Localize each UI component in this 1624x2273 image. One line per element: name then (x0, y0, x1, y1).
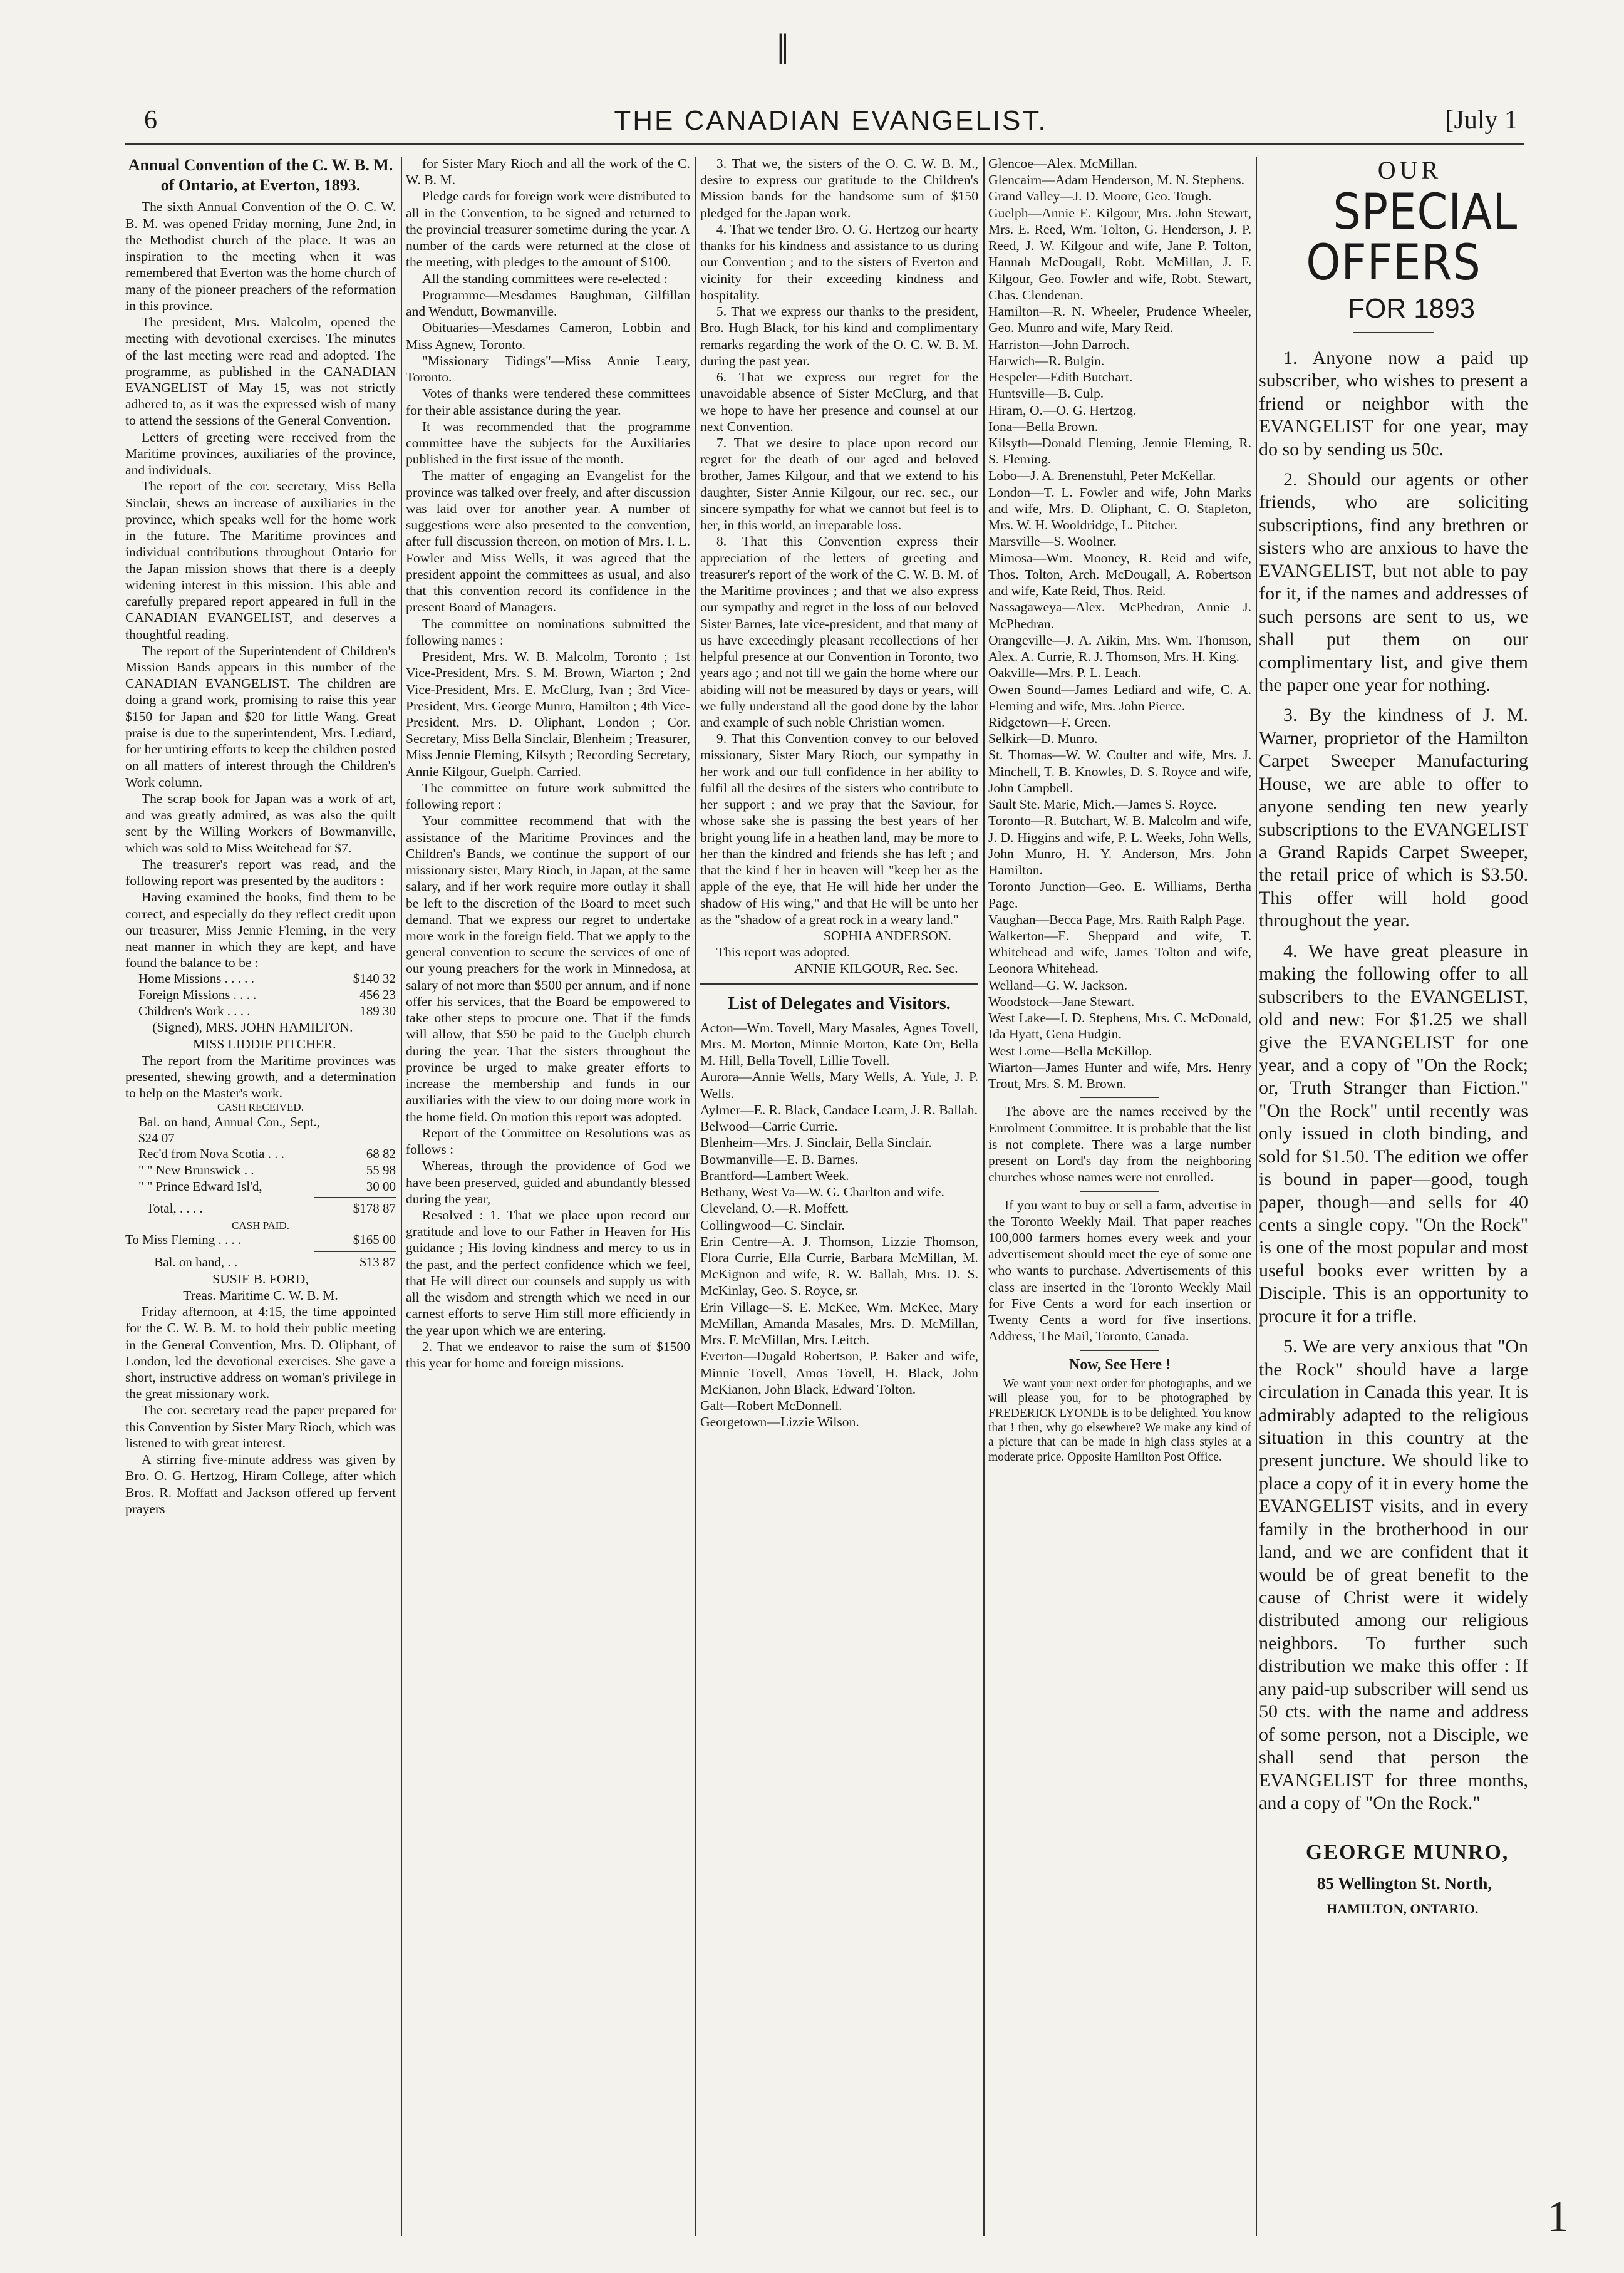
paragraph: for Sister Mary Rioch and all the work of the C. W. B. M. (406, 156, 690, 188)
paragraph: President, Mrs. W. B. Malcolm, Toronto ; 1st Vice-President, Mrs. S. M. Brown, Wiarton ; 2nd Vice-President, Mrs. E. McClurg, Ivan ; 3rd Vice-President, Mrs. George Munro, Hamilton ; 4th Vice-President, Mrs. D. Oliphant, London ; Cor. Secretary, Miss Bella Sinclair, Blenheim ; Treasurer, Miss Jennie Fleming, Kilsyth ; Recording Secretary, Annie Kilgour, Guelph. Carried. (406, 649, 690, 779)
paragraph: Report of the Committee on Resolutions was as follows : (406, 1125, 690, 1157)
publisher-name: GEORGE MUNRO, (1305, 1841, 1509, 1865)
section-rule (1080, 1191, 1159, 1192)
column-2 (406, 155, 690, 2241)
paragraph: Pledge cards for foreign work were distributed to all in the Convention, to be signed and returned to the provincial treasurer sometime during the year. A number of the cards were returned at the close of the meeting, with pledges to the amount of $100. (406, 189, 690, 270)
newspaper-title: THE CANADIAN EVANGELIST. (614, 105, 1048, 136)
delegate-entry: Walkerton—E. Sheppard and wife, T. Whitehead and wife, James Tolton and wife, Leonora Whitehead. (988, 928, 1251, 976)
delegate-entry: Georgetown—Lizzie Wilson. (700, 1414, 859, 1430)
cash-row (125, 1114, 396, 1146)
delegate-entry: Erin Village—S. E. McKee, Wm. McKee, Mary McMillan, Amanda Masales, Mrs. D. McMillan, Mrs. F. McMillan, Mrs. Leitch. (700, 1299, 978, 1348)
delegate-entry: Welland—G. W. Jackson. (988, 977, 1127, 993)
offers-our: OUR (1377, 156, 1442, 184)
row-label: Bal. on hand, Annual Con., Sept., $24 07 (138, 1114, 321, 1146)
delegate-entry: Orangeville—J. A. Aikin, Mrs. Wm. Thomson, Alex. A. Currie, R. J. Thomson, Mrs. H. King. (988, 632, 1251, 665)
paragraph: The report of the cor. secretary, Miss Bella Sinclair, shews an increase of auxiliaries in the province, which speaks well for the home work in the future. The Maritime provinces and individual contributions throughout Ontario for the Japan mission shows that there is a deeply widening interest in this mission. This able and carefully prepared report appeared in full in the CANADIAN EVANGELIST, and deserves a thoughtful reading. (125, 479, 396, 642)
column-3 (700, 155, 978, 2241)
delegate-entry: Hiram, O.—O. G. Hertzog. (988, 402, 1137, 418)
row-label: " " Prince Edward Isl'd, (138, 1178, 262, 1194)
row-label: Children's Work . . . . (138, 1003, 251, 1018)
row-value: 30 00 (366, 1178, 396, 1194)
offers-list (1259, 347, 1528, 1815)
cash-received-heading: CASH RECEIVED. (217, 1101, 304, 1114)
paragraph: Resolved : 1. That we place upon record our gratitude and love to our Father in Heaven for His guidance ; His loving kindness and mercy to us in the past, and the perfect confidence which we feel, that He will direct our counsels and supply us with all the wisdom and strength which we need in our carnest efforts to serve Him still more efficiently in the year upon which we are entering. (406, 1208, 690, 1338)
publisher-city: HAMILTON, ONTARIO. (1327, 1901, 1479, 1917)
delegate-entry: Glencoe—Alex. McMillan. (988, 156, 1138, 171)
row-label: Rec'd from Nova Scotia . . . (138, 1146, 284, 1162)
paragraph: Programme—Mesdames Baughman, Gilfillan and Wendutt, Bowmanville. (406, 287, 690, 319)
delegate-entry: Erin Centre—A. J. Thomson, Lizzie Thomson, Flora Currie, Ella Currie, Barbara McMillan, M. McKignon and wife, R. W. Ballah, Mrs. D. S. McKinlay, Geo. S. Royce, sr. (700, 1233, 978, 1298)
header-rule (125, 143, 1524, 145)
column-divider (983, 157, 985, 2236)
section-rule (1353, 332, 1434, 333)
delegate-entry: Grand Valley—J. D. Moore, Geo. Tough. (988, 189, 1212, 204)
signer-title: Treas. Maritime C. W. B. M. (183, 1287, 338, 1303)
offer-item: 2. Should our agents or other friends, who are soliciting subscriptions, find any brethren or sisters who are anxious to have the EVANGELIST, but not able to pay for it, if the names and addresses of such persons are sent to us, we shall put them on our complimentary list, and give them the paper one year for nothing. (1259, 469, 1528, 695)
delegate-entry: Hamilton—R. N. Wheeler, Prudence Wheeler, Geo. Munro and wife, Mary Reid. (988, 304, 1251, 336)
delegate-entry: Aurora—Annie Wells, Mary Wells, A. Yule, J. P. Wells. (700, 1069, 978, 1101)
paragraph: The report of the Superintendent of Children's Mission Bands appears in this number of the CANADIAN EVANGELIST. The children are doing a grand work, promising to raise this year $150 for Japan and $20 for little Wang. Great praise is due to the superintendent, Mrs. Lediard, for her untiring efforts to keep the children posted on all matters of interest through the Children's Work column. (125, 643, 396, 790)
balance-row (125, 1255, 396, 1271)
bal-label: Bal. on hand, . . (154, 1255, 238, 1270)
delegate-entry: Acton—Wm. Tovell, Mary Masales, Agnes Tovell, Mrs. M. Morton, Minnie Morton, Kate Orr, Bella M. Hill, Bella Tovell, Lillie Tovell. (700, 1020, 978, 1069)
signed-line: (Signed), MRS. JOHN HAMILTON. (152, 1020, 353, 1035)
paragraph: Obituaries—Mesdames Cameron, Lobbin and Miss Agnew, Toronto. (406, 320, 690, 352)
delegate-entry: Ridgetown—F. Green. (988, 714, 1111, 730)
photo-advertisement: We want your next order for photographs, and we will please you, for to be photographed by FREDERICK LYONDE is to be delighted. You know that ! then, why go elsewhere? We make any kind of a picture that can be made in high class styles at a moderate price. Opposite Hamilton Post Office. (988, 1377, 1251, 1464)
delegate-entry: Harriston—John Darroch. (988, 336, 1130, 352)
delegate-entry: Iona—Bella Brown. (988, 418, 1099, 434)
paragraph: Whereas, through the providence of God we have been preserved, guided and abundantly blessed during the year, (406, 1158, 690, 1206)
paragraph: The president, Mrs. Malcolm, opened the meeting with devotional exercises. The minutes of the last meeting were read and adopted. The programme, as published in the CANADIAN EVANGELIST of May 15, was not strictly adhered to, as it was the expressed wish of many to attend the sessions of the General Convention. (125, 314, 396, 428)
paragraph: The treasurer's report was read, and the following report was presented by the auditors : (125, 856, 396, 889)
paragraph: The committee on future work submitted the following report : (406, 780, 690, 812)
paragraph: The committee on nominations submitted the following names : (406, 616, 690, 648)
balance-row (125, 987, 396, 1003)
resolution-paragraph: 4. That we tender Bro. O. G. Hertzog our hearty thanks for his kindness and assistance to us during our Convention ; and to the sisters of Everton and vicinity for their exceeding kindness and hospitality. (700, 221, 978, 303)
article-body-continued (125, 1303, 396, 1517)
delegate-entry: Sault Ste. Marie, Mich.—James S. Royce. (988, 797, 1217, 812)
signed-line-2: MISS LIDDIE PITCHER. (193, 1036, 336, 1052)
paragraph: All the standing committees were re-elected : (422, 271, 668, 286)
delegate-entry: Collingwood—C. Sinclair. (700, 1217, 845, 1233)
delegate-entry: Vaughan—Becca Page, Mrs. Raith Ralph Page. (988, 911, 1246, 927)
delegate-entry: St. Thomas—W. W. Coulter and wife, Mrs. J. Minchell, T. B. Knowles, D. S. Royce and wife, John Campbell. (988, 747, 1251, 795)
paragraph: The matter of engaging an Evangelist for the province was talked over freely, and after discussion was laid over for another year. A number of suggestions were also presented to the convention, after full discussion thereon, on motion of Mrs. I. L. Fowler and Miss Wells, it was agreed that the president appoint the committees as usual, and also that this convention record its confidence in the present Board of Managers. (406, 468, 690, 615)
total-value: $178 87 (353, 1201, 396, 1216)
delegate-entry: Glencairn—Adam Henderson, M. N. Stephens. (988, 172, 1244, 188)
column-divider (401, 157, 402, 2236)
paragraph: Friday afternoon, at 4:15, the time appointed for the C. W. B. M. to hold their public meeting in the General Convention, Mrs. D. Oliphant, of London, led the devotional exercises. She gave a short, instructive address on woman's privilege in the great missionary work. (125, 1304, 396, 1402)
cash-row (125, 1179, 396, 1195)
delegate-entry: Nassagaweya—Alex. McPhedran, Annie J. McPhedran. (988, 599, 1251, 631)
section-rule (1080, 1350, 1159, 1351)
delegate-entry: Bethany, West Va—W. G. Charlton and wife. (700, 1184, 944, 1200)
mail-advertisement: If you want to buy or sell a farm, advertise in the Toronto Weekly Mail. That paper reaches 100,000 farmers homes every week and your advertisement should meet the eye of some one who wants to purchase. Advertisements of this class are inserted in the Toronto Weekly Mail for Five Cents a word for each insertion or Twenty Cents a word for five insertions. Address, The Mail, Toronto, Canada. (988, 1197, 1251, 1344)
delegate-entry: Guelph—Annie E. Kilgour, Mrs. John Stewart, Mrs. E. Reed, Wm. Tolton, G. Henderson, J. P. Reed, J. W. Kilgour and wife, Jane P. Tolton, Hannah McDougall, Robt. McMillan, J. F. Kilgour, Geo. Fowler and wife, Robt. Stewart, Chas. Clendenan. (988, 205, 1251, 303)
delegate-entry: Galt—Robert McDonnell. (700, 1398, 842, 1414)
paragraph: Letters of greeting were received from the Maritime provinces, auxiliaries of the province, and individuals. (125, 429, 396, 478)
paid-row (125, 1232, 396, 1248)
delegate-entry: Aylmer—E. R. Black, Candace Learn, J. R. Ballah. (700, 1102, 978, 1117)
delegate-entry: Selkirk—D. Munro. (988, 731, 1098, 747)
paragraph: The sixth Annual Convention of the O. C. W. B. M. was opened Friday morning, June 2nd, in the Methodist church of the place. It was an inspiration to the meeting when it was remembered that Everton was the home church of many of the pioneer preachers of the reformation in this province. (125, 199, 396, 313)
photo-ad-heading: Now, See Here ! (1068, 1356, 1171, 1373)
column-1 (125, 155, 396, 2241)
offer-item: 1. Anyone now a paid up subscriber, who wishes to present a friend or neighbor with the EVANGELIST for one year, may do so by sending us 50c. (1259, 347, 1528, 460)
row-value: 456 23 (359, 987, 396, 1003)
column-divider (695, 157, 696, 2236)
paragraph: Votes of thanks were tendered these committees for their able assistance during the year. (406, 386, 690, 418)
delegate-entry: Harwich—R. Bulgin. (988, 353, 1105, 368)
section-rule (700, 983, 978, 985)
cash-row (125, 1146, 396, 1162)
enrolment-note: The above are the names received by the Enrolment Committee. It is probable that the list is not complete. There was a large number present on Lord's day from the neighboring churches whose names were not enrolled. (988, 1104, 1251, 1185)
row-value: 68 82 (366, 1146, 396, 1162)
offer-item: 4. We have great pleasure in making the following offer to all subscribers to the EVANGELIST, old and new: For $1.25 we shall give the EVANGELIST for one year, and a copy of "On the Rock; or, Truth Stranger than Fiction." "On the Rock" until recently was only issued in cloth binding, and sold for $1.50. The edition we offer is bound in paper—good, tough paper, though—and sells for 40 cents a single copy. "On the Rock" is one of the most popular and most useful books ever written by a Disciple. This is an opportunity to procure it for a trifle. (1259, 940, 1528, 1327)
row-label: " " New Brunswick . . (138, 1162, 254, 1178)
section-rule (1080, 1097, 1159, 1098)
delegates-list (700, 1020, 978, 1431)
delegate-entry: Blenheim—Mrs. J. Sinclair, Bella Sinclair. (700, 1135, 932, 1151)
bottom-mark: 1 (1547, 2193, 1569, 2241)
resolution-paragraph: 8. That this Convention express their appreciation of the letters of greeting and treasurer's report of the work of the C. W. B. M. of the Maritime provinces ; and that we also express our sympathy and regret in the loss of our beloved Sister Barnes, late vice-president, and that many of us have exceedingly pleasant recollections of her helpful presence at our Convention in Toronto, two years ago ; and not till we gain the home where our abiding will not be measured by days or years, will we fully understand all the good done by the labor and example of such noble Christian women. (700, 534, 978, 730)
paid-value: $165 00 (353, 1232, 396, 1248)
delegate-entry: Cleveland, O.—R. Moffett. (700, 1201, 849, 1216)
row-value: $140 32 (353, 971, 396, 986)
sum-rule (314, 1197, 396, 1198)
paragraph: Having examined the books, find them to be correct, and especially do they reflect credit upon our treasurer, Miss Jennie Fleming, in the very neat manner in which they are kept, and have found the balance to be : (125, 889, 396, 971)
delegate-entry: Brantford—Lambert Week. (700, 1168, 849, 1183)
signer-name: SUSIE B. FORD, (212, 1271, 309, 1287)
sum-rule (314, 1251, 396, 1252)
balance-row (125, 971, 396, 987)
delegate-entry: Woodstock—Jane Stewart. (988, 993, 1135, 1009)
delegate-entry: Bowmanville—E. B. Barnes. (700, 1151, 859, 1167)
signature-kilgour: ANNIE KILGOUR, Rec. Sec. (794, 961, 958, 976)
delegate-entry: Oakville—Mrs. P. L. Leach. (988, 665, 1142, 681)
cash-received-table (125, 1114, 396, 1194)
paragraph: The scrap book for Japan was a work of art, and was greatly admired, as was also the quilt sent by the Willing Workers of Bowmanville, which was sold to Miss Weitehead for $7. (125, 790, 396, 856)
balance-table (125, 971, 396, 1019)
adopted-line: This report was adopted. (716, 945, 851, 960)
article-body (125, 199, 396, 971)
delegate-entry: Toronto—R. Butchart, W. B. Malcolm and wife, J. D. Higgins and wife, P. L. Weeks, John Wells, John Munro, H. Y. Anderson, Mrs. John Hamilton. (988, 813, 1251, 878)
resolutions-body (700, 155, 978, 928)
cash-row (125, 1162, 396, 1179)
resolution-paragraph: 6. That we express our regret for the unavoidable absence of Sister McClurg, and that we hope to have her presence and counsel at our next Convention. (700, 370, 978, 434)
delegate-entry: Owen Sound—James Lediard and wife, C. A. Fleming and wife, Mrs. John Pierce. (988, 681, 1251, 713)
paragraph: It was recommended that the programme committee have the subjects for the Auxiliaries published in the first issue of the month. (406, 418, 690, 467)
bal-value: $13 87 (359, 1255, 396, 1270)
delegate-entry: West Lake—J. D. Stephens, Mrs. C. McDonald, Ida Hyatt, Gena Hudgin. (988, 1010, 1251, 1042)
publisher-address: 85 Wellington St. North, (1316, 1873, 1492, 1893)
delegates-heading: List of Delegates and Visitors. (728, 993, 951, 1013)
paragraph: Your committee recommend that with the assistance of the Maritime Provinces and the Children's Bands, we continue the support of our missionary sister, Mary Rioch, in Japan, at the same salary, and if her work require more outlay it shall be left to the discretion of the Board to meet such demand. That we express our regret to undertake more work in the foreign field. That we apply to the general convention to secure the services of one of our young preachers for the work in Minnedosa, at salary of not more than $500 per annum, and if none offer his services, that the Board be empowered to take other steps to procure one. That if the funds will allow, that $50 be paid to the Guelph church during the year. That the sisters throughout the province be urged to make greater efforts to increase the membership and funds in our auxiliaries with the view to our doing more work in the home field. On motion this report was adopted. (406, 813, 690, 1124)
paragraph: The cor. secretary read the paper prepared for this Convention by Sister Mary Rioch, which was listened to with great interest. (125, 1402, 396, 1451)
row-value: 55 98 (366, 1162, 396, 1178)
delegate-entry: Kilsyth—Donald Fleming, Jennie Fleming, R. S. Fleming. (988, 435, 1251, 467)
row-label: Foreign Missions . . . . (138, 987, 257, 1003)
delegate-entry: Mimosa—Wm. Mooney, R. Reid and wife, Thos. Tolton, Arch. McDougall, A. Robertson and wife, Kate Reid, Thos. Reid. (988, 550, 1251, 599)
delegate-entry: Marsville—S. Woolner. (988, 534, 1117, 549)
delegate-entry: London—T. L. Fowler and wife, John Marks and wife, Mrs. D. Oliphant, C. O. Stapleton, Mrs. W. H. Wooldridge, L. Pitcher. (988, 484, 1251, 533)
total-row (125, 1201, 396, 1217)
total-label: Total, . . . . (146, 1201, 203, 1216)
paragraph: "Missionary Tidings"—Miss Annie Leary, Toronto. (406, 353, 690, 385)
delegate-entry: Belwood—Carrie Currie. (700, 1119, 838, 1134)
cash-paid-heading: CASH PAID. (232, 1219, 289, 1231)
page-number: 6 (144, 106, 157, 135)
paid-label: To Miss Fleming . . . . (125, 1232, 242, 1248)
delegate-entry: Wiarton—James Hunter and wife, Mrs. Henry Trout, Mrs. S. M. Brown. (988, 1059, 1251, 1092)
resolution-paragraph: 3. That we, the sisters of the O. C. W. B. M., desire to express our gratitude to the Children's Mission bands for the handsome sum of $150 pledged for the Japan work. (700, 156, 978, 220)
resolution-paragraph: 7. That we desire to place upon record our regret for the death of our aged and beloved brother, James Kilgour, and that we extend to his daughter, Sister Annie Kilgour, our rec. sec., our sincere sympathy for what we cannot but feel is to her, in this world, an irreparable loss. (700, 435, 978, 533)
offers-title: SPECIAL OFFERS (1306, 184, 1518, 292)
article-title: Annual Convention of the C. W. B. M. of Ontario, at Everton, 1893. (128, 156, 393, 194)
issue-date: [July 1 (1445, 106, 1518, 135)
column-divider (1256, 157, 1257, 2236)
delegate-entry: Hespeler—Edith Butchart. (988, 370, 1133, 385)
offer-item: 5. We are very anxious that "On the Rock" should have a large circulation in Canada this year. It is admirably adapted to the religious situation in this country at the present juncture. We should like to place a copy of it in every home the EVANGELIST visits, and in every family in the brotherhood in our land, and we are confident that it would be of great benefit to the cause of Christ were it widely distributed among our religious neighbors. To further such distribution we make this offer : If any paid-up subscriber will send us 50 cts. with the name and address of some person, not a Disciple, we shall send that person the EVANGELIST for three months, and a copy of "On the Rock." (1259, 1336, 1528, 1813)
paragraph: A stirring five-minute address was given by Bro. O. G. Hertzog, Hiram College, after which Bros. R. Moffatt and Jackson offered up fervent prayers (125, 1452, 396, 1516)
column-4 (988, 155, 1251, 2241)
resolution-paragraph: 9. That this Convention convey to our beloved missionary, Sister Mary Rioch, our sympathy in her work and our full confidence in her ability to fulfil all the desires of the sisters who contribute to her support ; and we pray that the Saviour, for whose sake she is passing the best years of her bright young life in a heathen land, may be more to her than the kindred and friends she has left ; and that the kind f her in heaven will "keep her as the apple of the eye, that He will hide her under the shadow of His wing," and that He will be unto her as the "shadow of a great rock in a weary land." (700, 731, 978, 927)
special-offers (1259, 155, 1528, 1925)
top-mark: ǁ (777, 26, 789, 74)
delegate-entry: Everton—Dugald Robertson, P. Baker and wife, Minnie Tovell, Amos Tovell, H. Black, John McKianon, John Black, Edward Tolton. (700, 1349, 978, 1397)
signature-anderson: SOPHIA ANDERSON. (823, 928, 951, 944)
paragraph: 2. That we endeavor to raise the sum of $1500 this year for home and foreign missions. (406, 1338, 690, 1371)
row-label: Home Missions . . . . . (138, 971, 254, 986)
delegate-entry: West Lorne—Bella McKillop. (988, 1043, 1152, 1059)
delegates-list-continued (988, 155, 1251, 1092)
maritime-paragraph: The report from the Maritime provinces was presented, shewing growth, and a determination to help on the Master's work. (125, 1052, 396, 1101)
offer-item: 3. By the kindness of J. M. Warner, proprietor of the Hamilton Carpet Sweeper Manufacturing House, we are able to offer to anyone sending ten new yearly subscriptions to the EVANGELIST a Grand Rapids Carpet Sweeper, the retail price of which is $3.50. This offer will hold good throughout the year. (1259, 705, 1528, 931)
row-value (320, 1114, 396, 1146)
row-value: 189 30 (359, 1003, 396, 1018)
balance-row (125, 1003, 396, 1020)
delegate-entry: Huntsville—B. Culp. (988, 386, 1104, 401)
delegate-entry: Lobo—J. A. Brenenstuhl, Peter McKellar. (988, 468, 1216, 484)
delegate-entry: Toronto Junction—Geo. E. Williams, Bertha Page. (988, 879, 1251, 911)
resolution-paragraph: 5. That we express our thanks to the president, Bro. Hugh Black, for his kind and complimentary remarks regarding the work of the O. C. W. B. M. during the past year. (700, 304, 978, 368)
offers-year: FOR 1893 (1348, 293, 1476, 324)
article-body-continued (406, 155, 690, 1371)
